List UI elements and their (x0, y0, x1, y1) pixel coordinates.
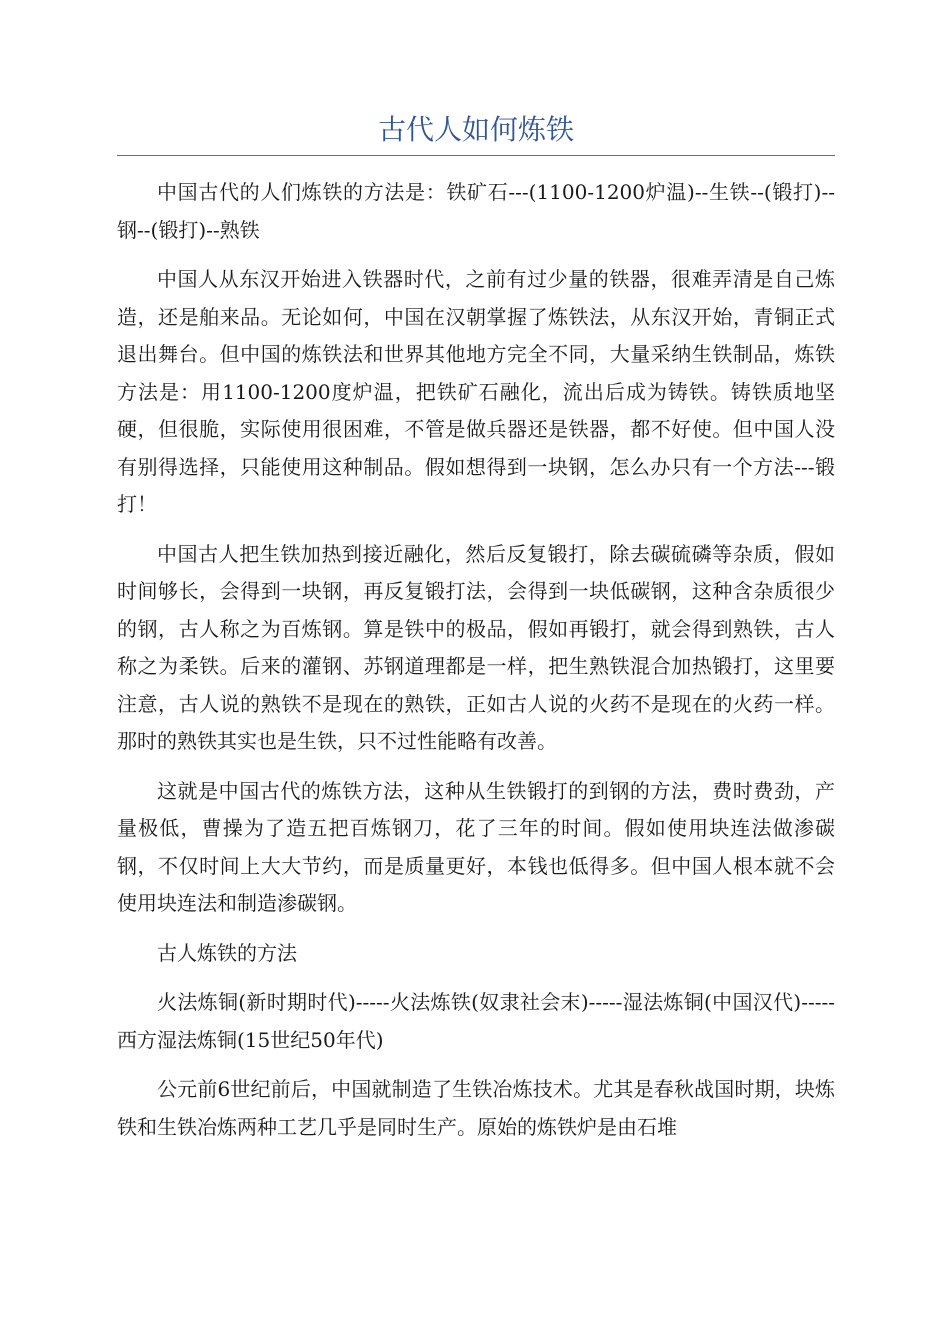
document-title: 古代人如何炼铁 (377, 113, 574, 146)
title-underline (117, 155, 835, 156)
paragraph-method-summary: 中国古代的人们炼铁的方法是：铁矿石---(1100-1200炉温)--生铁--(锻打)--钢--(锻打)--熟铁 (117, 180, 835, 242)
document-body (117, 174, 835, 1158)
paragraph-history: 公元前6世纪前后，中国就制造了生铁冶炼技术。尤其是春秋战国时期，块炼铁和生铁冶炼两种工艺几乎是同时生产。原始的炼铁炉是由石堆 (117, 1077, 835, 1139)
paragraph-iron-age: 中国人从东汉开始进入铁器时代，之前有过少量的铁器，很难弄清是自己炼造，还是舶来品。无论如何，中国在汉朝掌握了炼铁法，从东汉开始，青铜正式退出舞台。但中国的炼铁法和世界其他地方完全不同，大量采纳生铁制品，炼铁方法是：用1100-1200度炉温，把铁矿石融化，流出后成为铸铁。铸铁质地坚硬，但很脆，实际使用很困难，不管是做兵器还是铁器，都不好使。但中国人没有别得选择，只能使用这种制品。假如想得到一块钢，怎么办只有一个方法---锻打！ (117, 267, 835, 516)
paragraph-forging: 中国古人把生铁加热到接近融化，然后反复锻打，除去碳硫磷等杂质，假如时间够长，会得到一块钢，再反复锻打法，会得到一块低碳钢，这种含杂质很少的钢，古人称之为百炼钢。算是铁中的极品，假如再锻打，就会得到熟铁，古人称之为柔铁。后来的灌钢、苏钢道理都是一样，把生熟铁混合加热锻打，这里要注意，古人说的熟铁不是现在的熟铁，正如古人说的火药不是现在的火药一样。那时的熟铁其实也是生铁，只不过性能略有改善。 (117, 541, 835, 753)
paragraph-timeline: 火法炼铜(新时期时代)-----火法炼铁(奴隶社会末)-----湿法炼铜(中国汉代)-----西方湿法炼铜(15世纪50年代) (117, 990, 835, 1052)
paragraph-subheading: 古人炼铁的方法 (157, 940, 297, 965)
paragraph-efficiency: 这就是中国古代的炼铁方法，这种从生铁锻打的到钢的方法，费时费劲，产量极低，曹操为了造五把百炼钢刀，花了三年的时间。假如使用块连法做渗碳钢，不仅时间上大大节约，而是质量更好，本钱也低得多。但中国人根本就不会使用块连法和制造渗碳钢。 (117, 778, 835, 915)
